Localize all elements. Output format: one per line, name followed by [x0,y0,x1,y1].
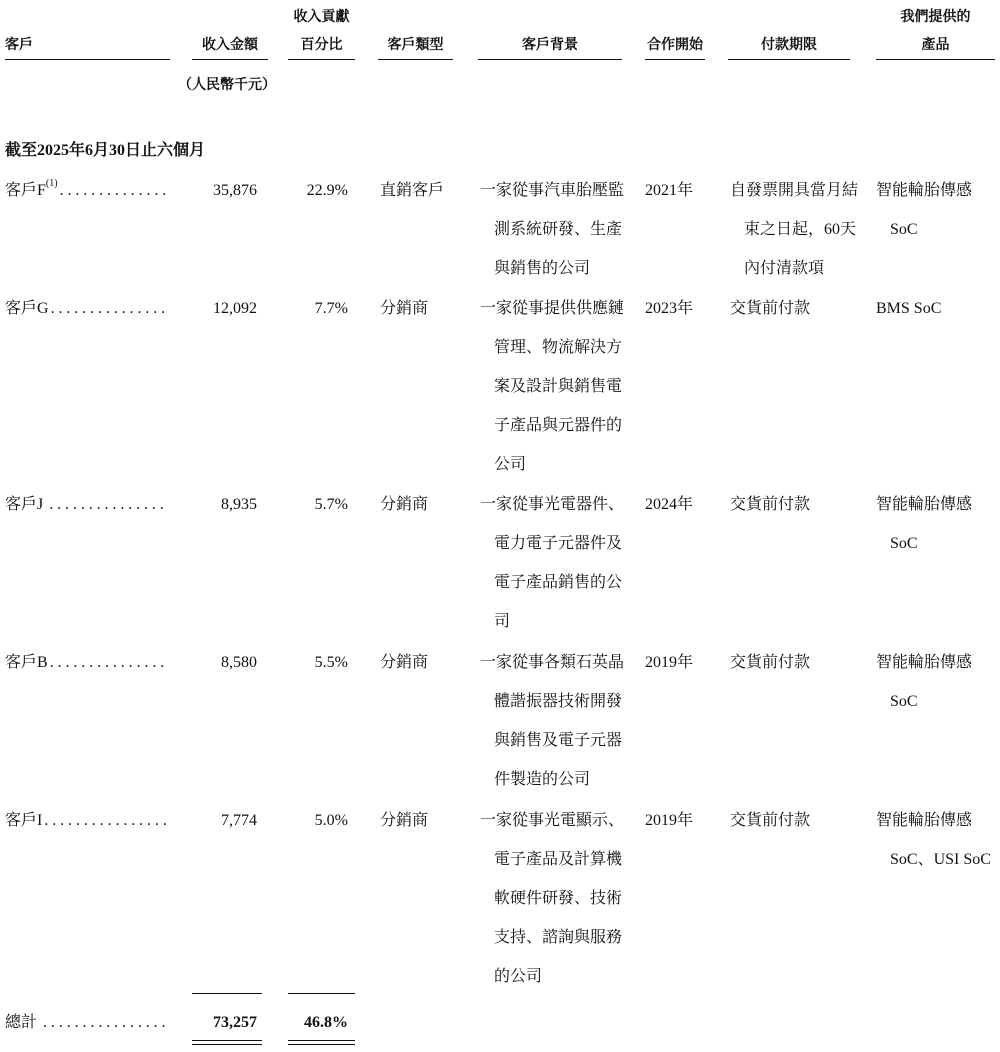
header-revenue-percentage [288,3,355,60]
product-line: SoC [890,535,918,552]
header-line: 收入貢獻 [293,9,350,25]
product-line: SoC、USI SoC [890,851,991,868]
table-row [0,171,1000,277]
payment-terms [730,643,810,682]
customer-name: 客戶F [5,182,46,199]
header-revenue [192,3,268,60]
product-line: BMS SoC [876,300,942,317]
customer-cell [5,289,167,328]
total-percentage: 46.8% [304,1014,348,1031]
customer-name: 客戶B [5,654,48,671]
revenue-percentage: 5.5% [314,654,348,671]
payment-line: 交貨前付款 [730,300,811,317]
dot-leader [37,1003,167,1042]
header-label: 收入金額 [202,37,258,53]
customer-cell [5,643,167,682]
table-row [0,643,1000,788]
payment-terms [730,801,810,840]
background-line: 與銷售及電子元器 [494,732,623,749]
product-line: 智能輪胎傳感 [876,654,973,671]
payment-terms [730,289,810,328]
header-label: 付款期限 [761,37,817,53]
header-cooperation-start [645,3,705,60]
header-products [876,3,995,60]
background-line: 件製造的公司 [494,771,591,788]
table-row [0,801,1000,985]
period-heading: 截至2025年6月30日止六個月 [5,142,206,159]
customer-background [480,289,624,484]
products-offered [876,171,972,249]
customer-type: 分銷商 [380,812,429,829]
dot-leader [49,289,167,328]
products-offered [876,289,941,328]
payment-line: 自發票開具當月結 [730,182,859,199]
table-row [0,289,1000,473]
revenue-amount: 7,774 [221,812,257,829]
customer-name: 客戶J [5,496,44,513]
footnote-marker: (1) [45,178,58,189]
background-line: 一家從事提供供應鏈 [480,300,625,317]
header-customer-background [478,3,622,60]
background-line: 電力電子元器件及 [494,535,623,552]
customer-cell [5,171,167,210]
revenue-amount: 12,092 [213,300,257,317]
cooperation-start: 2019年 [645,812,694,829]
dot-leader [48,643,167,682]
cooperation-start: 2024年 [645,496,694,513]
customer-background [480,485,624,641]
background-line: 子產品與元器件的 [494,417,623,434]
customer-cell [5,485,167,524]
header-customer-type [378,3,453,60]
customer-name: 客戶G [5,300,49,317]
header-payment-terms [728,3,850,60]
background-line: 軟硬件研發、技術 [494,890,623,907]
total-row [0,1003,1000,1031]
background-line: 一家從事汽車胎壓監 [480,182,625,199]
subtotal-rule [288,993,355,994]
payment-terms [730,485,810,524]
payment-line: 交貨前付款 [730,654,811,671]
products-offered [876,485,972,563]
revenue-percentage: 5.0% [314,812,348,829]
customer-type: 直銷客戶 [380,182,445,199]
products-offered [876,643,972,721]
product-line: SoC [890,693,918,710]
product-line: 智能輪胎傳感 [876,812,973,829]
revenue-unit: （人民幣千元） [178,77,276,93]
background-line: 公司 [494,456,527,473]
background-line: 管理、物流解決方 [494,339,623,356]
customer-cell [5,801,167,840]
total-label: 總計 [5,1014,38,1031]
background-line: 支持、諮詢與服務 [494,929,623,946]
background-line: 的公司 [494,968,543,985]
dot-leader [43,485,167,524]
product-line: 智能輪胎傳感 [876,182,973,199]
header-label: 客戶背景 [522,37,578,53]
customer-background [480,801,624,996]
payment-terms [730,171,858,288]
background-line: 一家從事各類石英晶 [480,654,625,671]
customer-background [480,171,624,288]
header-line: 百分比 [300,37,343,53]
revenue-percentage: 7.7% [314,300,348,317]
customer-type: 分銷商 [380,654,429,671]
header-label: 合作開始 [647,37,703,53]
background-line: 與銷售的公司 [494,260,591,277]
revenue-percentage: 22.9% [306,182,348,199]
dot-leader [42,801,167,840]
background-line: 案及設計與銷售電 [494,378,623,395]
cooperation-start: 2021年 [645,182,694,199]
background-line: 體諧振器技術開發 [494,693,623,710]
payment-line: 交貨前付款 [730,496,811,513]
total-cell [5,1003,167,1042]
customer-background [480,643,624,799]
cooperation-start: 2023年 [645,300,694,317]
revenue-amount: 8,580 [221,654,257,671]
background-line: 一家從事光電器件、 [480,496,625,513]
header-label: 客戶 [5,37,33,53]
dot-leader [58,171,167,210]
background-line: 電子產品銷售的公 [494,574,623,591]
background-line: 一家從事光電顯示、 [480,812,625,829]
background-line: 電子產品及計算機 [494,851,623,868]
subtotal-rule [192,993,262,994]
customer-name: 客戶I [5,812,43,829]
cooperation-start: 2019年 [645,654,694,671]
products-offered [876,801,991,879]
revenue-amount: 8,935 [221,496,257,513]
table-row [0,485,1000,630]
revenue-amount: 35,876 [213,182,257,199]
product-line: 智能輪胎傳感 [876,496,973,513]
payment-line: 束之日起，60天 [744,221,857,238]
total-double-rule [288,1040,355,1045]
customer-type: 分銷商 [380,496,429,513]
header-customer [5,3,170,60]
payment-line: 交貨前付款 [730,812,811,829]
payment-line: 內付清款項 [744,260,825,277]
product-line: SoC [890,221,918,238]
header-line: 我們提供的 [900,9,971,25]
customer-type: 分銷商 [380,300,429,317]
total-revenue: 73,257 [213,1014,257,1031]
total-double-rule [192,1040,262,1045]
header-line: 產品 [921,37,950,53]
background-line: 司 [494,613,511,630]
revenue-percentage: 5.7% [314,496,348,513]
header-label: 客戶類型 [387,37,444,53]
background-line: 測系統研發、生產 [494,221,623,238]
